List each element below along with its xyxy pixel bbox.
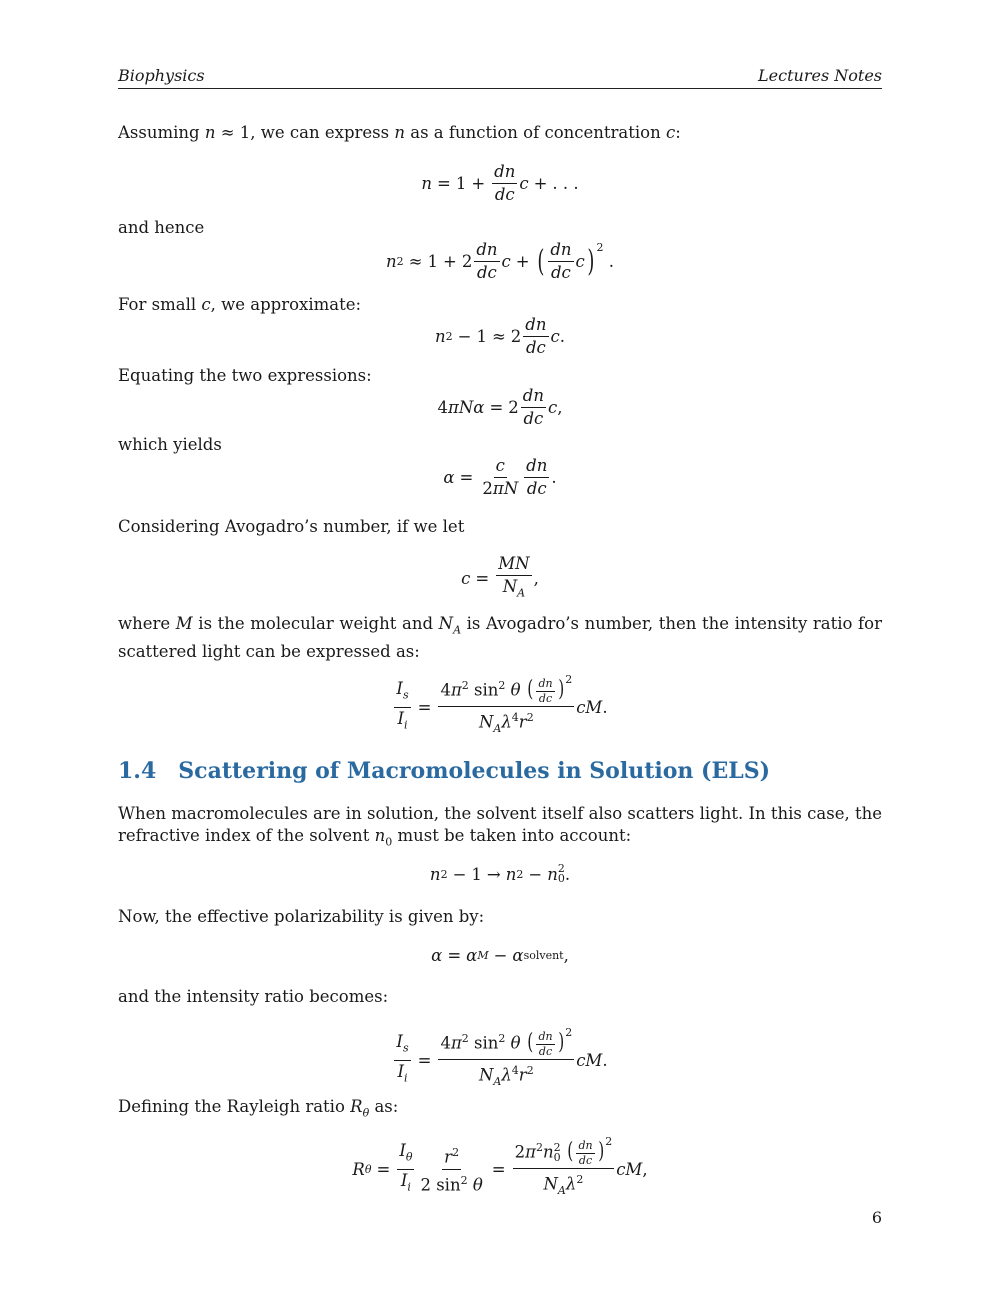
- header-left: Biophysics: [118, 66, 205, 85]
- equation: n 2 − 1 → n 2 − n 2 0 .: [429, 862, 571, 885]
- paragraph: and the intensity ratio becomes:: [118, 987, 389, 1006]
- paragraph: For small c, we approximate:: [118, 295, 362, 314]
- paragraph: which yields: [118, 435, 222, 454]
- equation: n = 1 + $\frac{dn}{dc}$ c + . . .: [421, 162, 579, 204]
- paragraph: where M is the molecular weight and $N_A$ is Avogadro’s number, then the intensity ratio for scattered light can be expressed as:: [118, 614, 882, 662]
- paragraph: Equating the two expressions:: [118, 366, 372, 385]
- paragraph: Assuming n ≈ 1, we can express n as a function of concentration c:: [118, 123, 681, 142]
- paragraph: and hence: [118, 218, 205, 237]
- paragraph: Now, the effective polarizability is given by:: [118, 907, 485, 926]
- paragraph: Defining the Rayleigh ratio $R_\theta$ as:: [118, 1097, 399, 1120]
- equation: $\frac{I_s}{I_i}$ = $4\pi^2$ $\sin^2 \theta$ ( $\frac{dn}{dc}$ )$^2$ $N_A\lambda^4r^2$ cM .: [396, 1026, 608, 1088]
- equation: α = α M − α solvent ,: [431, 946, 569, 965]
- equation: n 2 ≈ 1 + 2 $\frac{dn}{dc}$ c + ( $\frac{dn}{dc}$ c ) $^2$ .: [386, 240, 614, 282]
- equation: c = $\frac{MN}{N_A}$ ,: [461, 554, 539, 600]
- running-header: [118, 66, 882, 89]
- section-heading: 1.4 Scattering of Macromolecules in Solution (ELS): [118, 758, 771, 784]
- equation: $\frac{I_s}{I_i}$ = $4\pi^2$ $\sin^2 \theta$ ( $\frac{dn}{dc}$ )$^2$ $N_A\lambda^4r^2$ cM .: [396, 673, 608, 735]
- paragraph: When macromolecules are in solution, the solvent itself also scatters light. In this case, the refractive index of the solvent $n_0$ must be taken into account:: [118, 804, 882, 849]
- equation: R θ = $\frac{I_\theta}{I_i}$ $\frac{r^2}{2 \sin^2 \theta}$ = $2\pi^2n$ 2 0 ( $\frac{dn}{dc}$ )$^2$ $N_A\lambda^2$ cM ,: [352, 1135, 648, 1197]
- paragraph: Considering Avogadro’s number, if we let: [118, 517, 465, 536]
- equation: α = $\frac{c}{2\pi N}$ $\frac{dn}{dc}$ .: [443, 456, 557, 498]
- page-number: 6: [871, 1208, 882, 1227]
- header-right: Lectures Notes: [758, 66, 882, 85]
- equation: 4 πNα = 2 $\frac{dn}{dc}$ c ,: [437, 386, 563, 428]
- equation: n 2 − 1 ≈ 2 $\frac{dn}{dc}$ c .: [435, 315, 565, 357]
